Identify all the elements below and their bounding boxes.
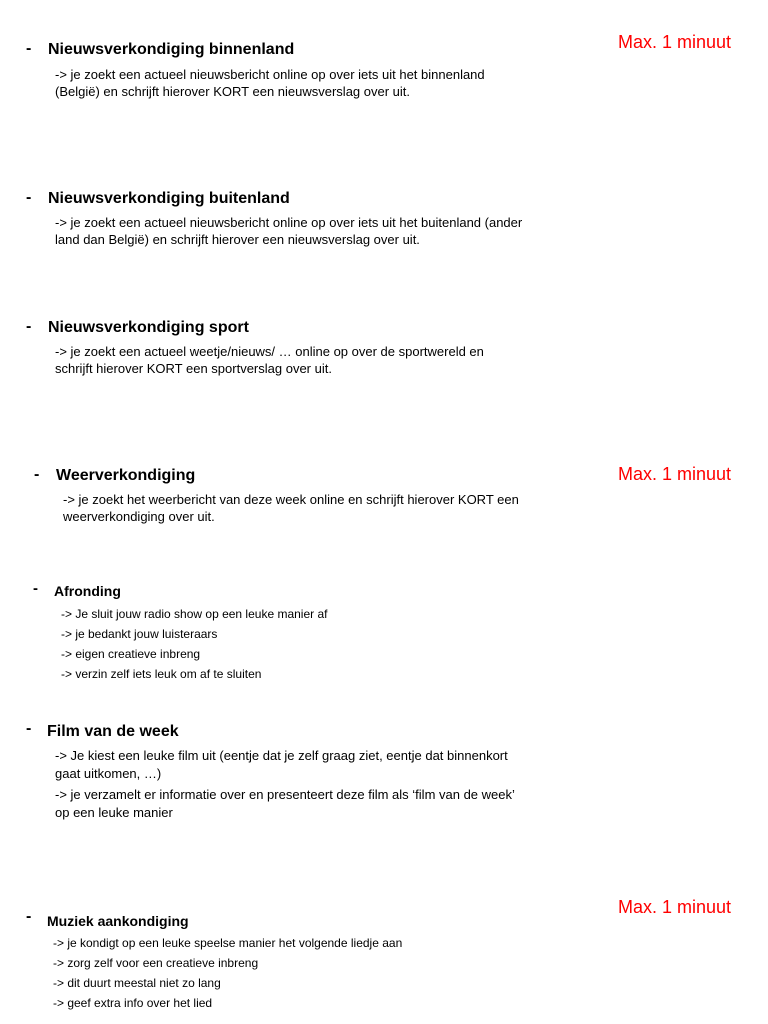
section-nieuws-sport <box>26 318 586 377</box>
max-duration-label: Max. 1 minuut <box>618 897 732 917</box>
bullet-dash: - <box>26 908 32 925</box>
body-line: -> eigen creatieve inbreng <box>61 647 201 661</box>
body-line: -> je bedankt jouw luisteraars <box>61 627 218 641</box>
paragraph <box>55 786 586 822</box>
body-line: -> je zoekt een actueel nieuwsbericht online op over iets uit het buitenland (ander <box>55 215 523 230</box>
body-line: op een leuke manier <box>55 805 173 820</box>
section-title: Nieuwsverkondiging sport <box>48 319 249 336</box>
section-body <box>63 491 594 525</box>
body-line: -> je zoekt een actueel nieuwsbericht online op over iets uit het binnenland <box>55 67 485 82</box>
body-line: -> zorg zelf voor een creatieve inbreng <box>53 956 259 970</box>
section-afronding <box>33 582 593 684</box>
body-line: -> verzin zelf iets leuk om af te sluiten <box>61 667 262 681</box>
body-line: -> je zoekt een actueel weetje/nieuws/ … online op over de sportwereld en <box>55 344 484 359</box>
section-title: Muziek aankondiging <box>47 913 189 929</box>
max-duration-label: Max. 1 minuut <box>618 32 732 52</box>
section-body <box>53 933 586 1013</box>
section-nieuws-binnenland <box>26 40 586 100</box>
bullet-dash: - <box>26 189 32 206</box>
body-line: schrijft hierover KORT een sportverslag over uit. <box>55 361 332 376</box>
section-title: Nieuwsverkondiging buitenland <box>48 190 290 207</box>
max-duration-label: Max. 1 minuut <box>618 464 732 484</box>
section-body <box>61 604 593 684</box>
body-line: -> je kondigt op een leuke speelse manier het volgende liedje aan <box>53 936 403 950</box>
section-nieuws-buitenland <box>26 189 586 248</box>
section-title: Weerverkondiging <box>56 467 196 484</box>
body-line: -> Je kiest een leuke film uit (eentje dat je zelf graag ziet, eentje dat binnenkort <box>55 748 508 763</box>
bullet-dash: - <box>26 720 32 737</box>
paragraph <box>55 747 586 783</box>
bullet-dash: - <box>33 580 38 597</box>
body-line: -> je verzamelt er informatie over en presenteert deze film als ‘film van de week’ <box>55 787 515 802</box>
section-muziek-aankondiging <box>26 908 586 1013</box>
section-title: Film van de week <box>47 723 179 740</box>
bullet-dash: - <box>34 466 40 483</box>
section-body <box>55 66 586 100</box>
section-weerverkondiging <box>34 466 594 525</box>
section-film-van-de-week <box>26 722 586 822</box>
section-title: Afronding <box>54 583 121 599</box>
section-body <box>55 343 586 377</box>
body-line: -> je zoekt het weerbericht van deze week online en schrijft hierover KORT een <box>63 492 519 507</box>
body-line: weerverkondiging over uit. <box>63 509 215 524</box>
body-line: (België) en schrijft hierover KORT een nieuwsverslag over uit. <box>55 84 411 99</box>
bullet-dash: - <box>26 40 32 57</box>
bullet-dash: - <box>26 318 32 335</box>
section-body <box>55 214 586 248</box>
body-line: land dan België) en schrijft hierover een nieuwsverslag over uit. <box>55 232 420 247</box>
body-line: -> geef extra info over het lied <box>53 996 213 1010</box>
body-line: -> Je sluit jouw radio show op een leuke manier af <box>61 607 328 621</box>
body-line: -> dit duurt meestal niet zo lang <box>53 976 221 990</box>
section-body <box>55 747 586 822</box>
section-title: Nieuwsverkondiging binnenland <box>48 41 295 58</box>
body-line: gaat uitkomen, …) <box>55 766 162 781</box>
